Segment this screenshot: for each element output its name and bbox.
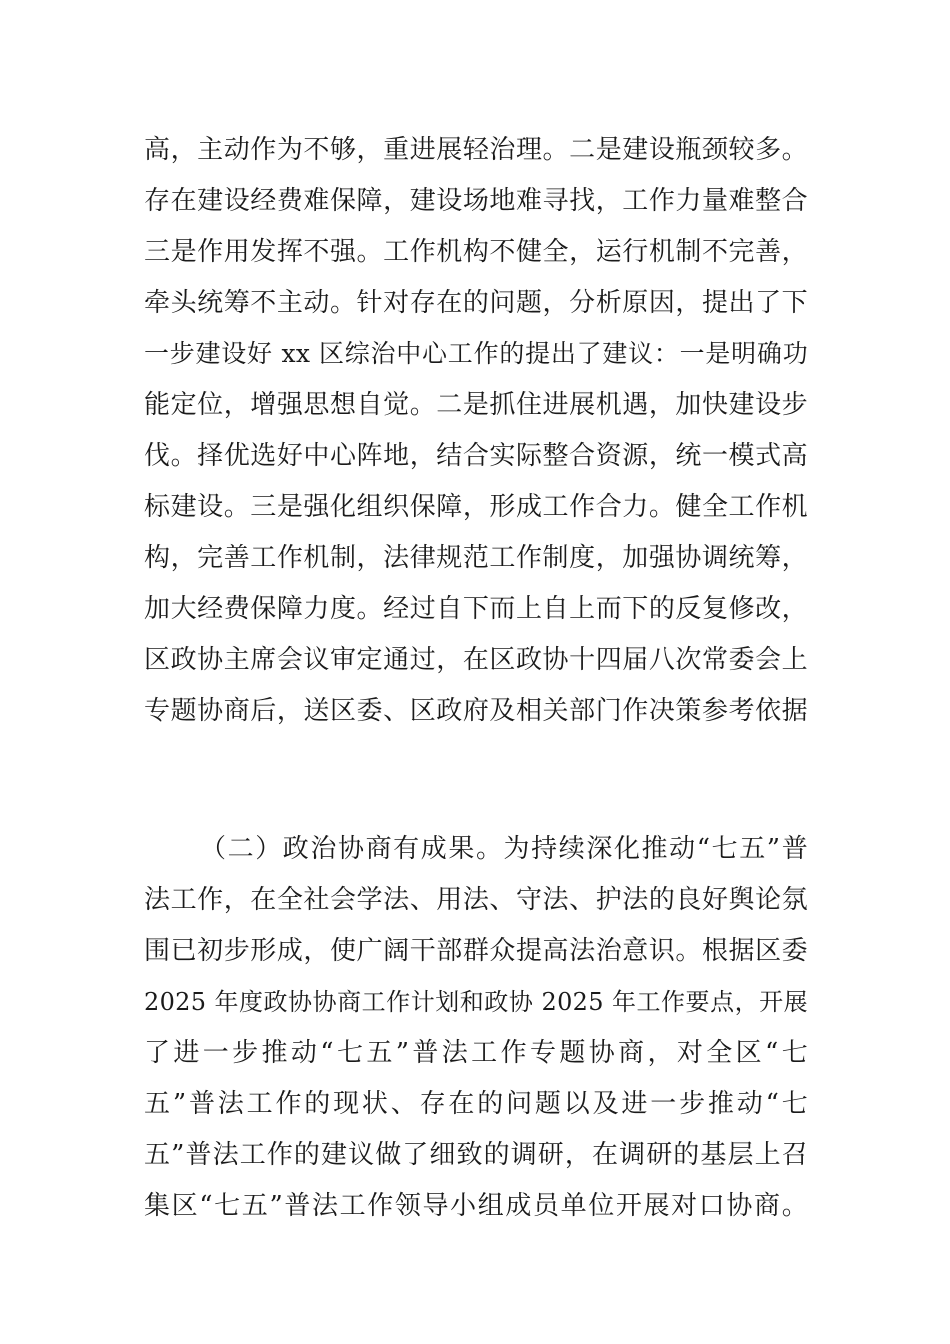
text-line: 高，主动作为不够，重进展轻治理。二是建设瓶颈较多。: [144, 135, 808, 165]
text-line: （二）政治协商有成果。为持续深化推动“七五”普: [200, 834, 808, 864]
text-line: 五”普法工作的现状、存在的问题以及进一步推动“七: [144, 1089, 808, 1119]
text-line: 构，完善工作机制，法律规范工作制度，加强协调统筹，: [144, 543, 808, 573]
text-line: 2025 年度政协协商工作计划和政协 2025 年工作要点，开展: [144, 988, 808, 1016]
text-line: 集区“七五”普法工作领导小组成员单位开展对口协商。: [144, 1191, 808, 1221]
text-line: 了进一步推动“七五”普法工作专题协商，对全区“七: [144, 1038, 808, 1068]
text-line: 专题协商后，送区委、区政府及相关部门作决策参考依据: [144, 696, 808, 726]
text-line: 围已初步形成，使广阔干部群众提高法治意识。根据区委: [144, 936, 808, 966]
text-line: 能定位，增强思想自觉。二是抓住进展机遇，加快建设步: [144, 390, 808, 420]
text-line: 伐。择优选好中心阵地，结合实际整合资源，统一模式高: [144, 441, 808, 471]
text-line: 加大经费保障力度。经过自下而上自上而下的反复修改，: [144, 594, 808, 624]
text-line: 标建设。三是强化组织保障，形成工作合力。健全工作机: [144, 492, 808, 522]
text-line: 牵头统筹不主动。针对存在的问题，分析原因，提出了下: [144, 288, 808, 318]
text-line: 区政协主席会议审定通过，在区政协十四届八次常委会上: [144, 645, 808, 675]
text-line: 一步建设好 xx 区综治中心工作的提出了建议：一是明确功: [144, 339, 808, 368]
text-line: 三是作用发挥不强。工作机构不健全，运行机制不完善，: [144, 237, 808, 267]
text-line: 存在建设经费难保障，建设场地难寻找，工作力量难整合: [144, 186, 808, 216]
text-line: 五”普法工作的建议做了细致的调研，在调研的基层上召: [144, 1140, 808, 1170]
text-line: 法工作，在全社会学法、用法、守法、护法的良好舆论氛: [144, 885, 808, 915]
